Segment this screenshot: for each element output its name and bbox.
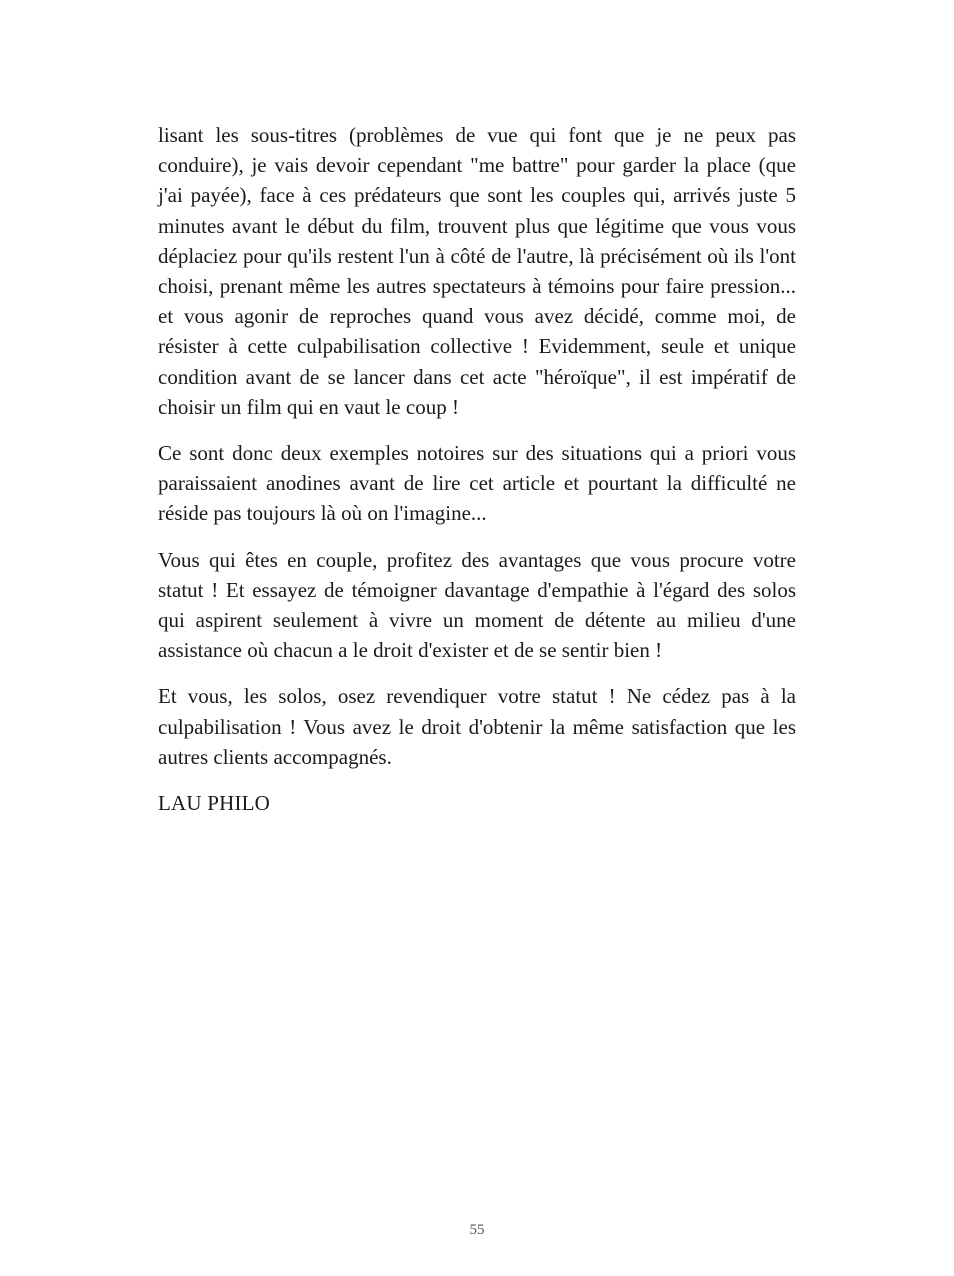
- paragraph-2: Ce sont donc deux exemples notoires sur des situations qui a priori vous paraissaient anodines avant de lire cet article et pourtant la difficulté ne réside pas toujours là où on l'imagine...: [158, 441, 796, 526]
- paragraph-1: lisant les sous-titres (problèmes de vue qui font que je ne peux pas conduire), je vais devoir cependant "me battre" pour garder la place (que j'ai payée), face à ces prédateurs que sont les couples qui, arrivés juste 5 minutes avant le début du film, trouvent plus que légitime que vous vous déplaciez pour qu'ils restent l'un à côté de l'autre, là précisément où ils l'ont choisi, prenant même les autres spectateurs à témoins pour faire pression... et vous agonir de reproches quand vous avez décidé, comme moi, de résister à cette culpabilisation collective ! Evidemment, seule et unique condition avant de se lancer dans cet acte "héroïque", il est impératif de choisir un film qui en vaut le coup !: [158, 123, 796, 419]
- paragraph-3: Vous qui êtes en couple, profitez des avantages que vous procure votre statut ! Et essayez de témoigner davantage d'empathie à l'égard des solos qui aspirent seulement à vivre un moment de détente au milieu d'une assistance où chacun a le droit d'exister et de se sentir bien !: [158, 547, 796, 663]
- article-body: [158, 120, 796, 818]
- paragraph-4: Et vous, les solos, osez revendiquer votre statut ! Ne cédez pas à la culpabilisation ! Vous avez le droit d'obtenir la même satisfaction que les autres clients accompagnés.: [158, 684, 796, 769]
- page-number: 55: [469, 1222, 485, 1238]
- author-signature: LAU PHILO: [158, 791, 271, 816]
